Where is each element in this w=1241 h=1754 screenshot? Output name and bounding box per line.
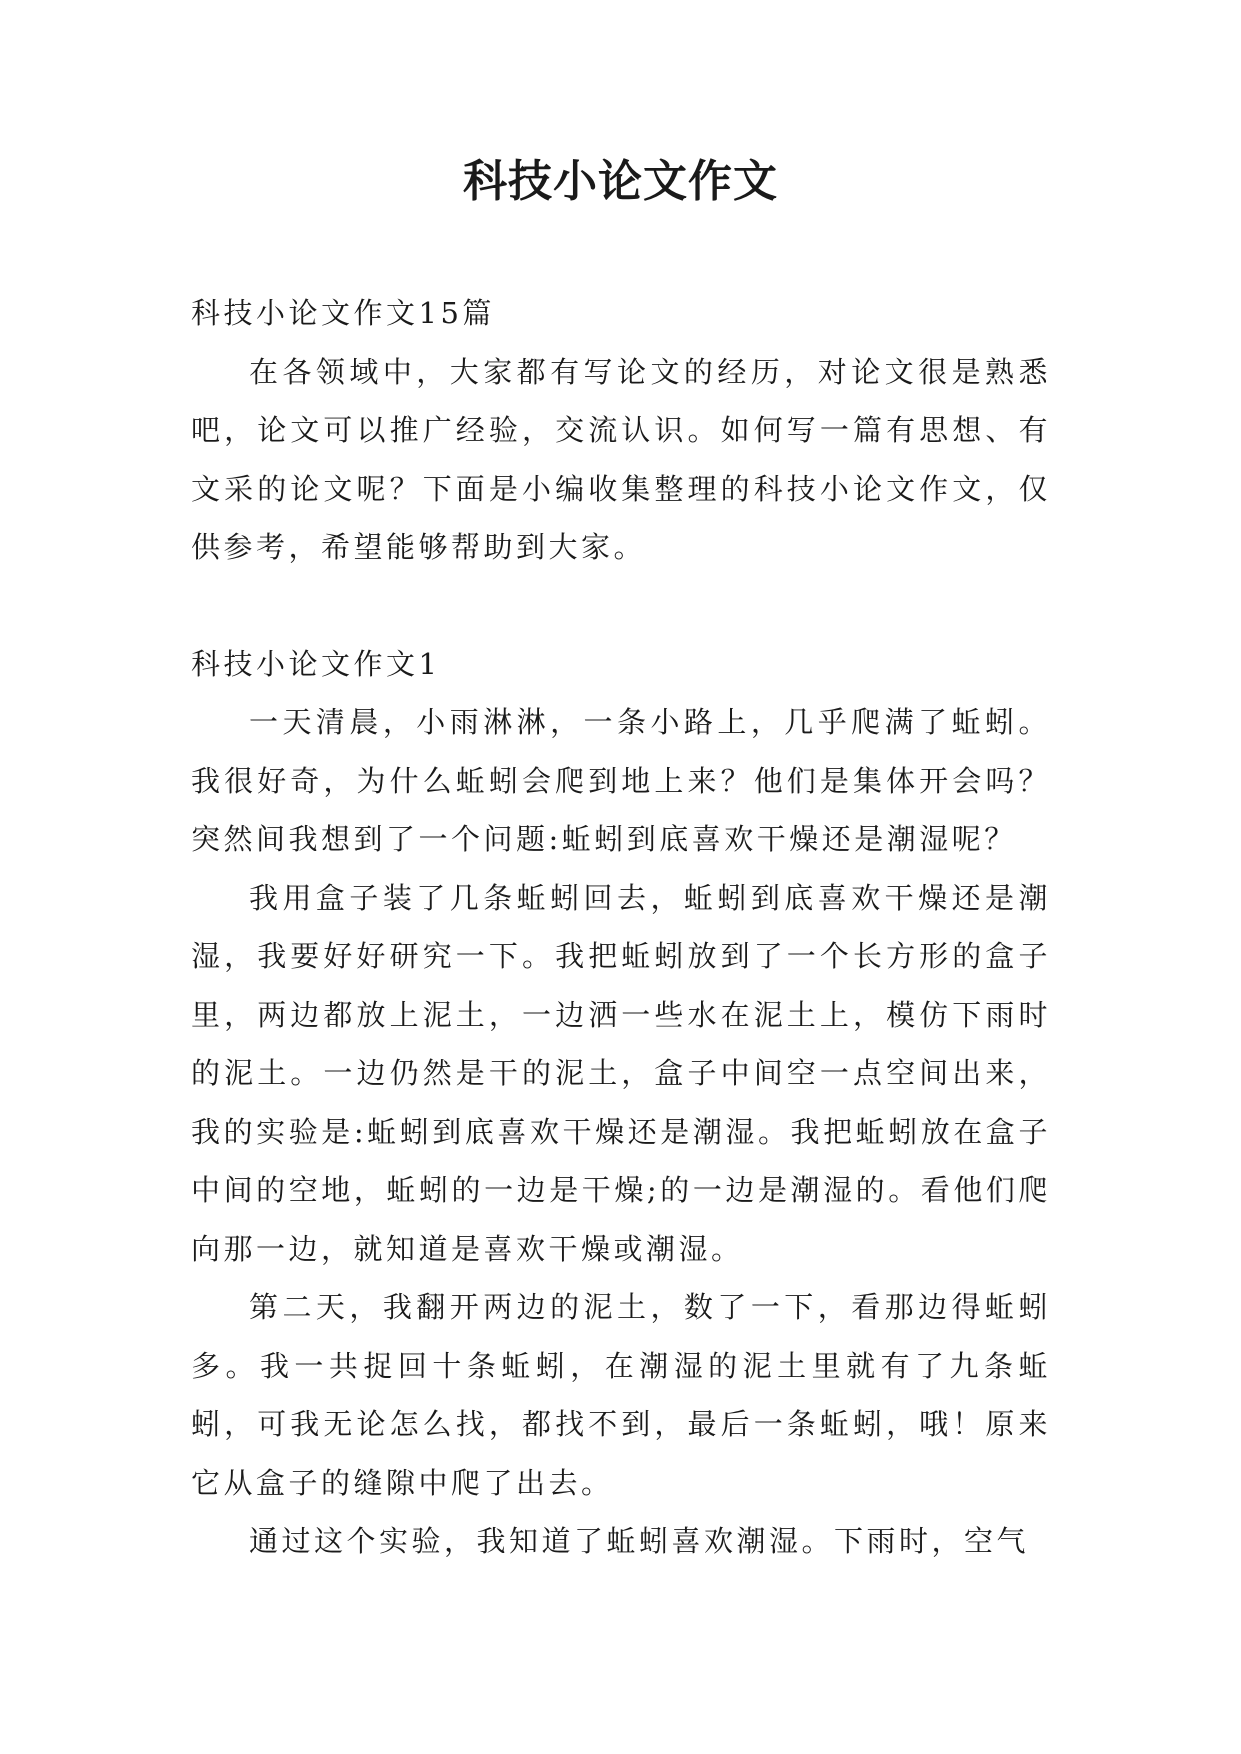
- document-body: [191, 284, 1051, 1571]
- section-1-paragraph-4: 通过这个实验，我知道了蚯蚓喜欢潮湿。下雨时，空气: [249, 1524, 1030, 1558]
- section-1-paragraph-2: 我用盒子装了几条蚯蚓回去，蚯蚓到底喜欢干燥还是潮湿，我要好好研究一下。我把蚯蚓放到了一个长方形的盒子里，两边都放上泥土，一边洒一些水在泥土上，模仿下雨时的泥土。一边仍然是干的泥土，盒子中间空一点空间出来，我的实验是:蚯蚓到底喜欢干燥还是潮湿。我把蚯蚓放在盒子中间的空地，蚯蚓的一边是干燥;的一边是潮湿的。看他们爬向那一边，就知道是喜欢干燥或潮湿。: [191, 880, 1051, 1266]
- section-1-heading: 科技小论文作文1: [191, 646, 441, 681]
- section-spacer: [191, 577, 1051, 635]
- collection-heading: 科技小论文作文15篇: [191, 296, 495, 330]
- intro-paragraph: 在各领域中，大家都有写论文的经历，对论文很是熟悉吧，论文可以推广经验，交流认识。如何写一篇有思想、有文采的论文呢？下面是小编收集整理的科技小论文作文，仅供参考，希望能够帮助到大家。: [191, 354, 1051, 564]
- section-1-paragraph-1: 一天清晨，小雨淋淋，一条小路上，几乎爬满了蚯蚓。我很好奇，为什么蚯蚓会爬到地上来？他们是集体开会吗？突然间我想到了一个问题:蚯蚓到底喜欢干燥还是潮湿呢？: [191, 705, 1051, 856]
- section-1-paragraph-3: 第二天，我翻开两边的泥土，数了一下，看那边得蚯蚓多。我一共捉回十条蚯蚓，在潮湿的泥土里就有了九条蚯蚓，可我无论怎么找，都找不到，最后一条蚯蚓，哦！原来它从盒子的缝隙中爬了出去。: [191, 1290, 1051, 1500]
- document-title: 科技小论文作文: [463, 156, 778, 207]
